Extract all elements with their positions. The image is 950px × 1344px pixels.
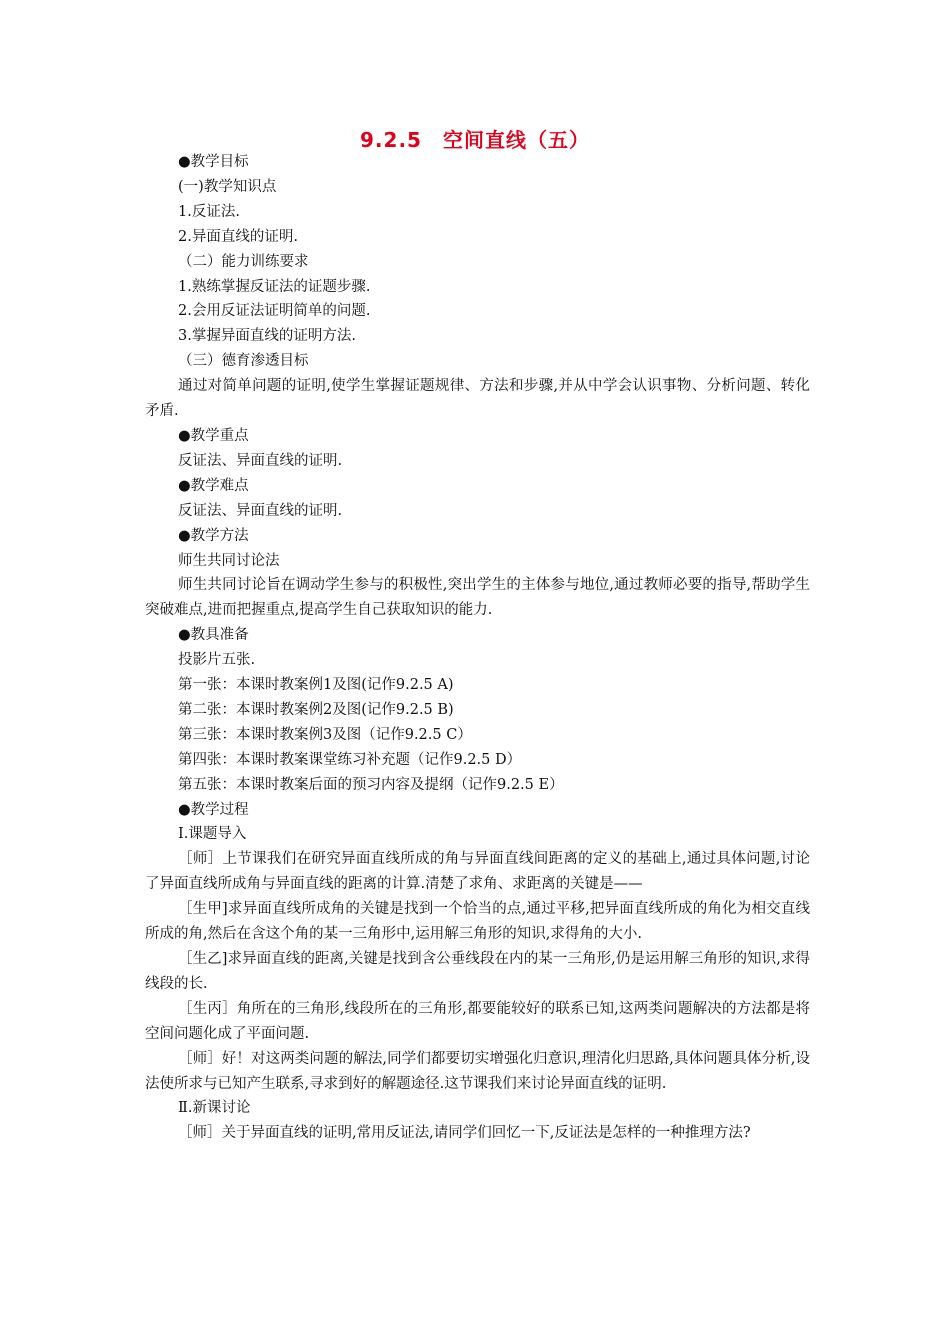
list-item: 3.掌握异面直线的证明方法. <box>178 328 356 345</box>
heading-key-points: ●教学重点 <box>178 427 249 444</box>
slide-item: 第三张：本课时教案例3及图（记作9.2.5 C） <box>178 726 472 743</box>
paragraph: 通过对简单问题的证明,使学生掌握证题规律、方法和步骤,并从中学会认识事物、分析问题、转化矛盾. <box>145 378 810 420</box>
slide-item: 第五张：本课时教案后面的预习内容及提纲（记作9.2.5 E） <box>178 776 564 793</box>
dialogue-paragraph: ［师］关于异面直线的证明,常用反证法,请同学们回忆一下,反证法是怎样的一种推理方法? <box>178 1125 751 1142</box>
subheading-moral: （三）德育渗透目标 <box>178 353 309 370</box>
text-line: 反证法、异面直线的证明. <box>178 452 343 469</box>
document-title: 9.2.5 空间直线（五） <box>360 128 590 152</box>
slide-item: 第一张：本课时教案例1及图(记作9.2.5 A) <box>178 677 454 694</box>
list-item: 1.熟练掌握反证法的证题步骤. <box>178 278 371 295</box>
dialogue-paragraph: ［师］上节课我们在研究异面直线所成的角与异面直线间距离的定义的基础上,通过具体问题,讨论了异面直线所成角与异面直线的距离的计算.清楚了求角、求距离的关键是—— <box>145 851 810 893</box>
slide-item: 第四张：本课时教案课堂练习补充题（记作9.2.5 D） <box>178 751 522 768</box>
heading-materials: ●教具准备 <box>178 627 249 644</box>
text-line: 反证法、异面直线的证明. <box>178 502 343 519</box>
text-line: 师生共同讨论法 <box>178 552 280 569</box>
heading-process: ●教学过程 <box>178 801 249 818</box>
slide-item: 第二张：本课时教案例2及图(记作9.2.5 B) <box>178 701 454 718</box>
heading-teaching-goals: ●教学目标 <box>178 154 249 170</box>
subheading-knowledge: (一)教学知识点 <box>178 178 277 195</box>
dialogue-paragraph: ［生甲]求异面直线所成角的关键是找到一个恰当的点,通过平移,把异面直线所成的角化为相交直线所成的角,然后在含这个角的某一三角形中,运用解三角形的知识,求得角的大小. <box>145 901 810 943</box>
heading-difficulties: ●教学难点 <box>178 477 249 494</box>
text-line: 投影片五张. <box>178 652 256 669</box>
section-heading: Ⅰ.课题导入 <box>178 826 247 843</box>
subheading-ability: （二）能力训练要求 <box>178 253 309 270</box>
list-item: 1.反证法. <box>178 203 240 220</box>
paragraph: 师生共同讨论旨在调动学生参与的积极性,突出学生的主体参与地位,通过教师必要的指导,帮助学生突破难点,进而把握重点,提高学生自己获取知识的能力. <box>145 577 810 619</box>
document-body <box>145 150 810 1146</box>
list-item: 2.异面直线的证明. <box>178 228 298 245</box>
dialogue-paragraph: ［生丙］角所在的三角形,线段所在的三角形,都要能较好的联系已知,这两类问题解决的方法都是将空间问题化成了平面问题. <box>145 1000 810 1042</box>
dialogue-paragraph: ［师］好！对这两类问题的解法,同学们都要切实增强化归意识,理清化归思路,具体问题具体分析,设法使所求与已知产生联系,寻求到好的解题途径.这节课我们来讨论异面直线的证明. <box>145 1050 810 1092</box>
heading-methods: ●教学方法 <box>178 527 249 544</box>
dialogue-paragraph: ［生乙]求异面直线的距离,关键是找到含公垂线段在内的某一三角形,仍是运用解三角形的知识,求得线段的长. <box>145 951 810 992</box>
section-heading: Ⅱ.新课讨论 <box>178 1100 251 1117</box>
list-item: 2.会用反证法证明简单的问题. <box>178 303 371 320</box>
